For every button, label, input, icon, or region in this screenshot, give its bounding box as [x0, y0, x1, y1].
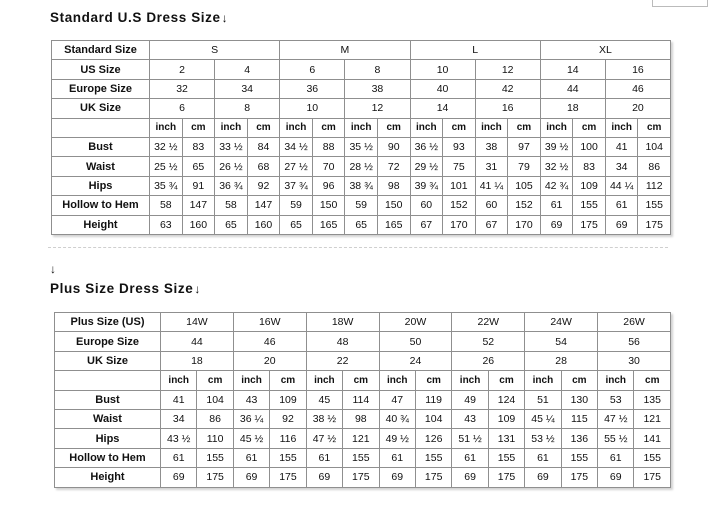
measure-cell: 42 ¾: [540, 176, 573, 195]
size-cell: 32: [150, 79, 215, 98]
measure-cell: 27 ½: [280, 157, 313, 176]
size-cell: 16: [605, 60, 670, 79]
plus-size-heading: [50, 281, 201, 296]
measure-cell: 130: [561, 390, 597, 409]
measure-cell: 58: [150, 196, 183, 215]
measure-cell: 69: [161, 468, 197, 487]
measure-cell: 101: [443, 176, 476, 195]
measure-row: [55, 468, 671, 487]
measure-cell: 155: [270, 448, 306, 467]
measure-cell: 121: [634, 409, 671, 428]
measure-cell: 165: [377, 215, 410, 234]
size-cell: XL: [540, 41, 670, 60]
measure-cell: 34: [161, 409, 197, 428]
measure-cell: 47 ½: [598, 409, 634, 428]
size-cell: 30: [598, 351, 671, 370]
unit-inch-label: inch: [452, 371, 488, 390]
measure-cell: 61: [306, 448, 342, 467]
measure-cell: 69: [233, 468, 269, 487]
measure-cell: 72: [377, 157, 410, 176]
unit-row-blank: [52, 118, 150, 137]
measure-cell: 136: [561, 429, 597, 448]
measure-cell: 147: [247, 196, 280, 215]
size-cell: S: [150, 41, 280, 60]
measure-cell: 119: [415, 390, 451, 409]
unit-cm-label: cm: [343, 371, 379, 390]
size-cell: L: [410, 41, 540, 60]
measure-cell: 31: [475, 157, 508, 176]
size-cell: M: [280, 41, 410, 60]
measure-cell: 67: [410, 215, 443, 234]
measure-cell: 61: [379, 448, 415, 467]
measure-cell: 61: [161, 448, 197, 467]
unit-cm-label: cm: [197, 371, 233, 390]
measure-cell: 65: [345, 215, 378, 234]
measure-cell: 49: [452, 390, 488, 409]
unit-row-blank: [55, 371, 161, 390]
measure-cell: 109: [488, 409, 524, 428]
down-arrow-icon: ↓: [50, 262, 56, 276]
unit-inch-label: inch: [280, 118, 313, 137]
measure-cell: 135: [634, 390, 671, 409]
measure-cell: 175: [343, 468, 379, 487]
measure-cell: 41: [161, 390, 197, 409]
unit-inch-label: inch: [540, 118, 573, 137]
size-cell: 26: [452, 351, 525, 370]
unit-cm-label: cm: [247, 118, 280, 137]
unit-cm-label: cm: [312, 118, 345, 137]
measure-cell: 51 ½: [452, 429, 488, 448]
unit-inch-label: inch: [345, 118, 378, 137]
measure-cell: 60: [475, 196, 508, 215]
measure-cell: 175: [638, 215, 671, 234]
measure-cell: 109: [573, 176, 606, 195]
size-cell: 4: [215, 60, 280, 79]
section-divider: [48, 247, 668, 248]
measure-cell: 98: [377, 176, 410, 195]
measure-cell: 36 ½: [410, 137, 443, 156]
measure-cell: 152: [443, 196, 476, 215]
measure-row: [52, 157, 671, 176]
measure-cell: 29 ½: [410, 157, 443, 176]
row-label: Waist: [52, 157, 150, 176]
measure-cell: 69: [452, 468, 488, 487]
measure-cell: 126: [415, 429, 451, 448]
measure-cell: 38 ¾: [345, 176, 378, 195]
measure-cell: 65: [215, 215, 248, 234]
measure-cell: 39 ¾: [410, 176, 443, 195]
measure-cell: 155: [561, 448, 597, 467]
measure-cell: 92: [270, 409, 306, 428]
measure-cell: 104: [415, 409, 451, 428]
standard-size-table: [51, 40, 671, 235]
measure-cell: 97: [508, 137, 541, 156]
measure-cell: 175: [270, 468, 306, 487]
row-label: Bust: [55, 390, 161, 409]
measure-cell: 36 ¾: [215, 176, 248, 195]
measure-cell: 28 ½: [345, 157, 378, 176]
size-cell: 38: [345, 79, 410, 98]
size-cell: 8: [345, 60, 410, 79]
size-cell: 40: [410, 79, 475, 98]
measure-cell: 69: [379, 468, 415, 487]
measure-cell: 43: [452, 409, 488, 428]
measure-cell: 112: [638, 176, 671, 195]
measure-cell: 155: [197, 448, 233, 467]
size-cell: 6: [150, 99, 215, 118]
measure-cell: 38: [475, 137, 508, 156]
measure-cell: 61: [598, 448, 634, 467]
measure-cell: 110: [197, 429, 233, 448]
measure-cell: 92: [247, 176, 280, 195]
measure-cell: 65: [182, 157, 215, 176]
measure-cell: 109: [270, 390, 306, 409]
measure-cell: 152: [508, 196, 541, 215]
measure-row: [52, 196, 671, 215]
down-arrow-icon: ↓: [194, 282, 201, 296]
measure-cell: 70: [312, 157, 345, 176]
unit-cm-label: cm: [638, 118, 671, 137]
measure-cell: 175: [561, 468, 597, 487]
measure-cell: 59: [345, 196, 378, 215]
unit-cm-label: cm: [377, 118, 410, 137]
size-cell: 16W: [233, 313, 306, 332]
measure-cell: 96: [312, 176, 345, 195]
measure-cell: 38 ½: [306, 409, 342, 428]
row-label: UK Size: [52, 99, 150, 118]
measure-cell: 160: [247, 215, 280, 234]
row-label: UK Size: [55, 351, 161, 370]
measure-cell: 45 ½: [233, 429, 269, 448]
measure-cell: 34 ½: [280, 137, 313, 156]
size-cell: 14: [410, 99, 475, 118]
measure-cell: 115: [561, 409, 597, 428]
size-cell: 46: [605, 79, 670, 98]
size-cell: 18W: [306, 313, 379, 332]
row-label: Plus Size (US): [55, 313, 161, 332]
row-label: Hips: [52, 176, 150, 195]
measure-cell: 83: [182, 137, 215, 156]
measure-cell: 69: [540, 215, 573, 234]
size-cell: 20: [233, 351, 306, 370]
measure-cell: 91: [182, 176, 215, 195]
measure-cell: 67: [475, 215, 508, 234]
unit-cm-label: cm: [573, 118, 606, 137]
measure-cell: 155: [343, 448, 379, 467]
measure-cell: 69: [525, 468, 561, 487]
size-cell: 28: [525, 351, 598, 370]
size-cell: 18: [540, 99, 605, 118]
measure-cell: 170: [443, 215, 476, 234]
measure-cell: 160: [182, 215, 215, 234]
measure-cell: 61: [605, 196, 638, 215]
measure-cell: 88: [312, 137, 345, 156]
measure-cell: 93: [443, 137, 476, 156]
row-label: Europe Size: [55, 332, 161, 351]
unit-inch-label: inch: [215, 118, 248, 137]
size-cell: 24W: [525, 313, 598, 332]
measure-cell: 83: [573, 157, 606, 176]
size-cell: 22W: [452, 313, 525, 332]
unit-inch-label: inch: [605, 118, 638, 137]
measure-cell: 155: [634, 448, 671, 467]
measure-cell: 53: [598, 390, 634, 409]
size-cell: 14W: [161, 313, 234, 332]
unit-inch-label: inch: [306, 371, 342, 390]
size-cell: 46: [233, 332, 306, 351]
unit-row: [52, 118, 671, 137]
unit-cm-label: cm: [488, 371, 524, 390]
measure-row: [55, 390, 671, 409]
measure-cell: 60: [410, 196, 443, 215]
unit-cm-label: cm: [561, 371, 597, 390]
row-label: Hips: [55, 429, 161, 448]
unit-row: [55, 371, 671, 390]
row-label: Height: [55, 468, 161, 487]
standard-size-heading: [50, 10, 228, 25]
measure-cell: 63: [150, 215, 183, 234]
measure-cell: 43: [233, 390, 269, 409]
size-cell: 26W: [598, 313, 671, 332]
measure-cell: 141: [634, 429, 671, 448]
unit-inch-label: inch: [475, 118, 508, 137]
measure-cell: 90: [377, 137, 410, 156]
standard-size-heading-text: Standard U.S Dress Size: [50, 10, 221, 25]
unit-inch-label: inch: [410, 118, 443, 137]
measure-cell: 32 ½: [150, 137, 183, 156]
measure-cell: 155: [638, 196, 671, 215]
unit-inch-label: inch: [525, 371, 561, 390]
measure-cell: 98: [343, 409, 379, 428]
size-cell: 12: [475, 60, 540, 79]
plus-size-heading-text: Plus Size Dress Size: [50, 281, 194, 296]
size-cell: 36: [280, 79, 345, 98]
measure-cell: 45 ¼: [525, 409, 561, 428]
unit-inch-label: inch: [233, 371, 269, 390]
measure-cell: 175: [488, 468, 524, 487]
measure-cell: 61: [233, 448, 269, 467]
size-row: [52, 99, 671, 118]
measure-cell: 59: [280, 196, 313, 215]
measure-row: [52, 137, 671, 156]
measure-cell: 26 ½: [215, 157, 248, 176]
measure-cell: 34: [605, 157, 638, 176]
size-cell: 44: [161, 332, 234, 351]
size-cell: 6: [280, 60, 345, 79]
measure-cell: 84: [247, 137, 280, 156]
measure-cell: 44 ¼: [605, 176, 638, 195]
measure-cell: 49 ½: [379, 429, 415, 448]
measure-cell: 32 ½: [540, 157, 573, 176]
measure-cell: 147: [182, 196, 215, 215]
measure-cell: 61: [540, 196, 573, 215]
size-cell: 52: [452, 332, 525, 351]
measure-cell: 69: [306, 468, 342, 487]
row-label: Standard Size: [52, 41, 150, 60]
unit-cm-label: cm: [182, 118, 215, 137]
size-cell: 44: [540, 79, 605, 98]
measure-row: [52, 215, 671, 234]
measure-cell: 51: [525, 390, 561, 409]
measure-cell: 68: [247, 157, 280, 176]
down-arrow-icon: ↓: [221, 11, 229, 25]
measure-cell: 35 ½: [345, 137, 378, 156]
size-cell: 12: [345, 99, 410, 118]
row-label: Hollow to Hem: [52, 196, 150, 215]
measure-cell: 35 ¾: [150, 176, 183, 195]
measure-cell: 39 ½: [540, 137, 573, 156]
unit-cm-label: cm: [508, 118, 541, 137]
size-cell: 48: [306, 332, 379, 351]
unit-cm-label: cm: [270, 371, 306, 390]
size-cell: 10: [410, 60, 475, 79]
measure-cell: 121: [343, 429, 379, 448]
measure-cell: 53 ½: [525, 429, 561, 448]
unit-inch-label: inch: [598, 371, 634, 390]
row-label: Hollow to Hem: [55, 448, 161, 467]
size-cell: 20: [605, 99, 670, 118]
measure-cell: 165: [312, 215, 345, 234]
measure-cell: 75: [443, 157, 476, 176]
measure-cell: 150: [312, 196, 345, 215]
measure-row: [55, 448, 671, 467]
measure-cell: 33 ½: [215, 137, 248, 156]
row-label: Height: [52, 215, 150, 234]
unit-cm-label: cm: [415, 371, 451, 390]
measure-cell: 79: [508, 157, 541, 176]
measure-cell: 104: [638, 137, 671, 156]
measure-cell: 131: [488, 429, 524, 448]
unit-inch-label: inch: [150, 118, 183, 137]
size-cell: 10: [280, 99, 345, 118]
measure-cell: 175: [197, 468, 233, 487]
measure-cell: 175: [573, 215, 606, 234]
measure-cell: 104: [197, 390, 233, 409]
measure-cell: 65: [280, 215, 313, 234]
measure-cell: 116: [270, 429, 306, 448]
size-row: [55, 351, 671, 370]
size-cell: 50: [379, 332, 452, 351]
measure-cell: 37 ¾: [280, 176, 313, 195]
size-row: [52, 60, 671, 79]
measure-cell: 155: [573, 196, 606, 215]
measure-row: [55, 429, 671, 448]
measure-cell: 86: [638, 157, 671, 176]
measure-cell: 114: [343, 390, 379, 409]
size-cell: 34: [215, 79, 280, 98]
measure-cell: 41: [605, 137, 638, 156]
measure-cell: 124: [488, 390, 524, 409]
unit-inch-label: inch: [161, 371, 197, 390]
size-cell: 54: [525, 332, 598, 351]
size-row: [55, 332, 671, 351]
measure-cell: 105: [508, 176, 541, 195]
row-label: Waist: [55, 409, 161, 428]
measure-row: [52, 176, 671, 195]
measure-cell: 40 ¾: [379, 409, 415, 428]
measure-cell: 150: [377, 196, 410, 215]
measure-cell: 25 ½: [150, 157, 183, 176]
size-cell: 22: [306, 351, 379, 370]
measure-cell: 175: [634, 468, 671, 487]
measure-cell: 155: [415, 448, 451, 467]
measure-row: [55, 409, 671, 428]
size-row: [52, 41, 671, 60]
unit-cm-label: cm: [634, 371, 671, 390]
measure-cell: 61: [525, 448, 561, 467]
row-label: Europe Size: [52, 79, 150, 98]
size-cell: 18: [161, 351, 234, 370]
measure-cell: 170: [508, 215, 541, 234]
measure-cell: 41 ¼: [475, 176, 508, 195]
size-row: [55, 313, 671, 332]
size-cell: 42: [475, 79, 540, 98]
size-cell: 56: [598, 332, 671, 351]
measure-cell: 86: [197, 409, 233, 428]
measure-cell: 155: [488, 448, 524, 467]
measure-cell: 58: [215, 196, 248, 215]
measure-cell: 61: [452, 448, 488, 467]
size-cell: 2: [150, 60, 215, 79]
size-cell: 16: [475, 99, 540, 118]
measure-cell: 47: [379, 390, 415, 409]
size-cell: 24: [379, 351, 452, 370]
measure-cell: 69: [598, 468, 634, 487]
measure-cell: 45: [306, 390, 342, 409]
measure-cell: 100: [573, 137, 606, 156]
size-cell: 8: [215, 99, 280, 118]
size-row: [52, 79, 671, 98]
plus-size-table: [54, 312, 671, 488]
window-corner-frame: [652, 0, 708, 7]
measure-cell: 55 ½: [598, 429, 634, 448]
measure-cell: 43 ½: [161, 429, 197, 448]
size-cell: 20W: [379, 313, 452, 332]
measure-cell: 175: [415, 468, 451, 487]
unit-cm-label: cm: [443, 118, 476, 137]
row-label: US Size: [52, 60, 150, 79]
size-cell: 14: [540, 60, 605, 79]
row-label: Bust: [52, 137, 150, 156]
unit-inch-label: inch: [379, 371, 415, 390]
measure-cell: 47 ½: [306, 429, 342, 448]
measure-cell: 69: [605, 215, 638, 234]
measure-cell: 36 ¼: [233, 409, 269, 428]
